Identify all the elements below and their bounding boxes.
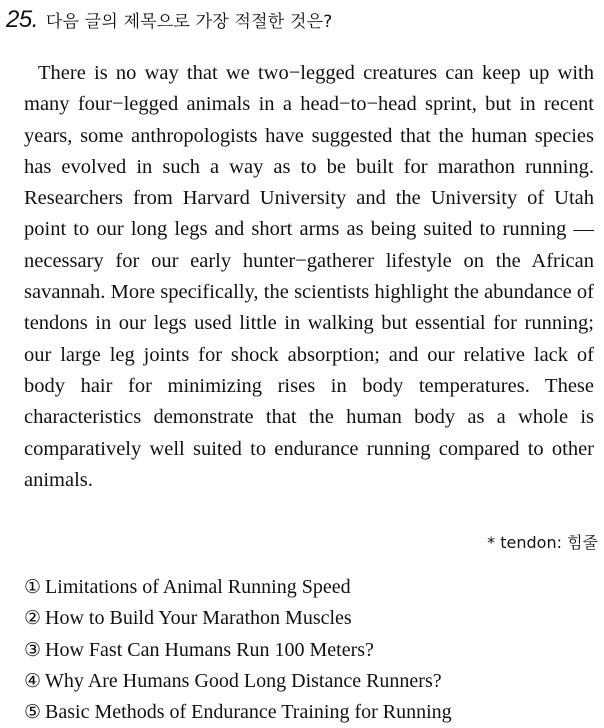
answer-option-4[interactable] — [24, 666, 594, 697]
answer-options — [24, 572, 594, 728]
option-number: ③ — [24, 638, 42, 661]
answer-option-5[interactable] — [24, 697, 594, 728]
question-number: 25. — [6, 6, 38, 33]
answer-option-2[interactable] — [24, 603, 594, 634]
option-number: ① — [24, 576, 42, 598]
reading-passage: There is no way that we two−legged creatures can keep up with many four−legged animals in a head−to−head sprint, but in recent years, some anthropologists have suggested that the human species has evolved in such a way as to be built for marathon running. Researchers from Harvard University and the University of Utah point to our long legs and short arms as being suited to running — necessary for our early hunter−gatherer lifestyle on the African savannah. More specifically, the scientists highlight the abundance of tendons in our legs used little in walking but essential for running; our large leg joints for shock absorption; and our relative lack of body hair for minimizing rises in body temperatures. These characteristics demonstrate that the human body as a whole is comparatively well suited to endurance running compared to other animals. — [24, 62, 594, 491]
option-number: ④ — [24, 669, 42, 692]
option-text: How to Build Your Marathon Muscles — [45, 607, 352, 630]
option-text: Limitations of Animal Running Speed — [45, 576, 351, 598]
option-number: ⑤ — [24, 701, 42, 724]
question-header — [6, 6, 598, 38]
answer-option-3[interactable] — [24, 635, 594, 666]
footnote: * tendon: 힘줄 — [487, 533, 598, 552]
question-prompt: 다음 글의 제목으로 가장 적절한 것은? — [45, 12, 333, 32]
option-text: Basic Methods of Endurance Training for Running — [45, 701, 452, 724]
option-text: Why Are Humans Good Long Distance Runners? — [45, 669, 442, 692]
option-number: ② — [24, 607, 42, 630]
option-text: How Fast Can Humans Run 100 Meters? — [45, 638, 374, 661]
answer-option-1[interactable] — [24, 572, 594, 603]
